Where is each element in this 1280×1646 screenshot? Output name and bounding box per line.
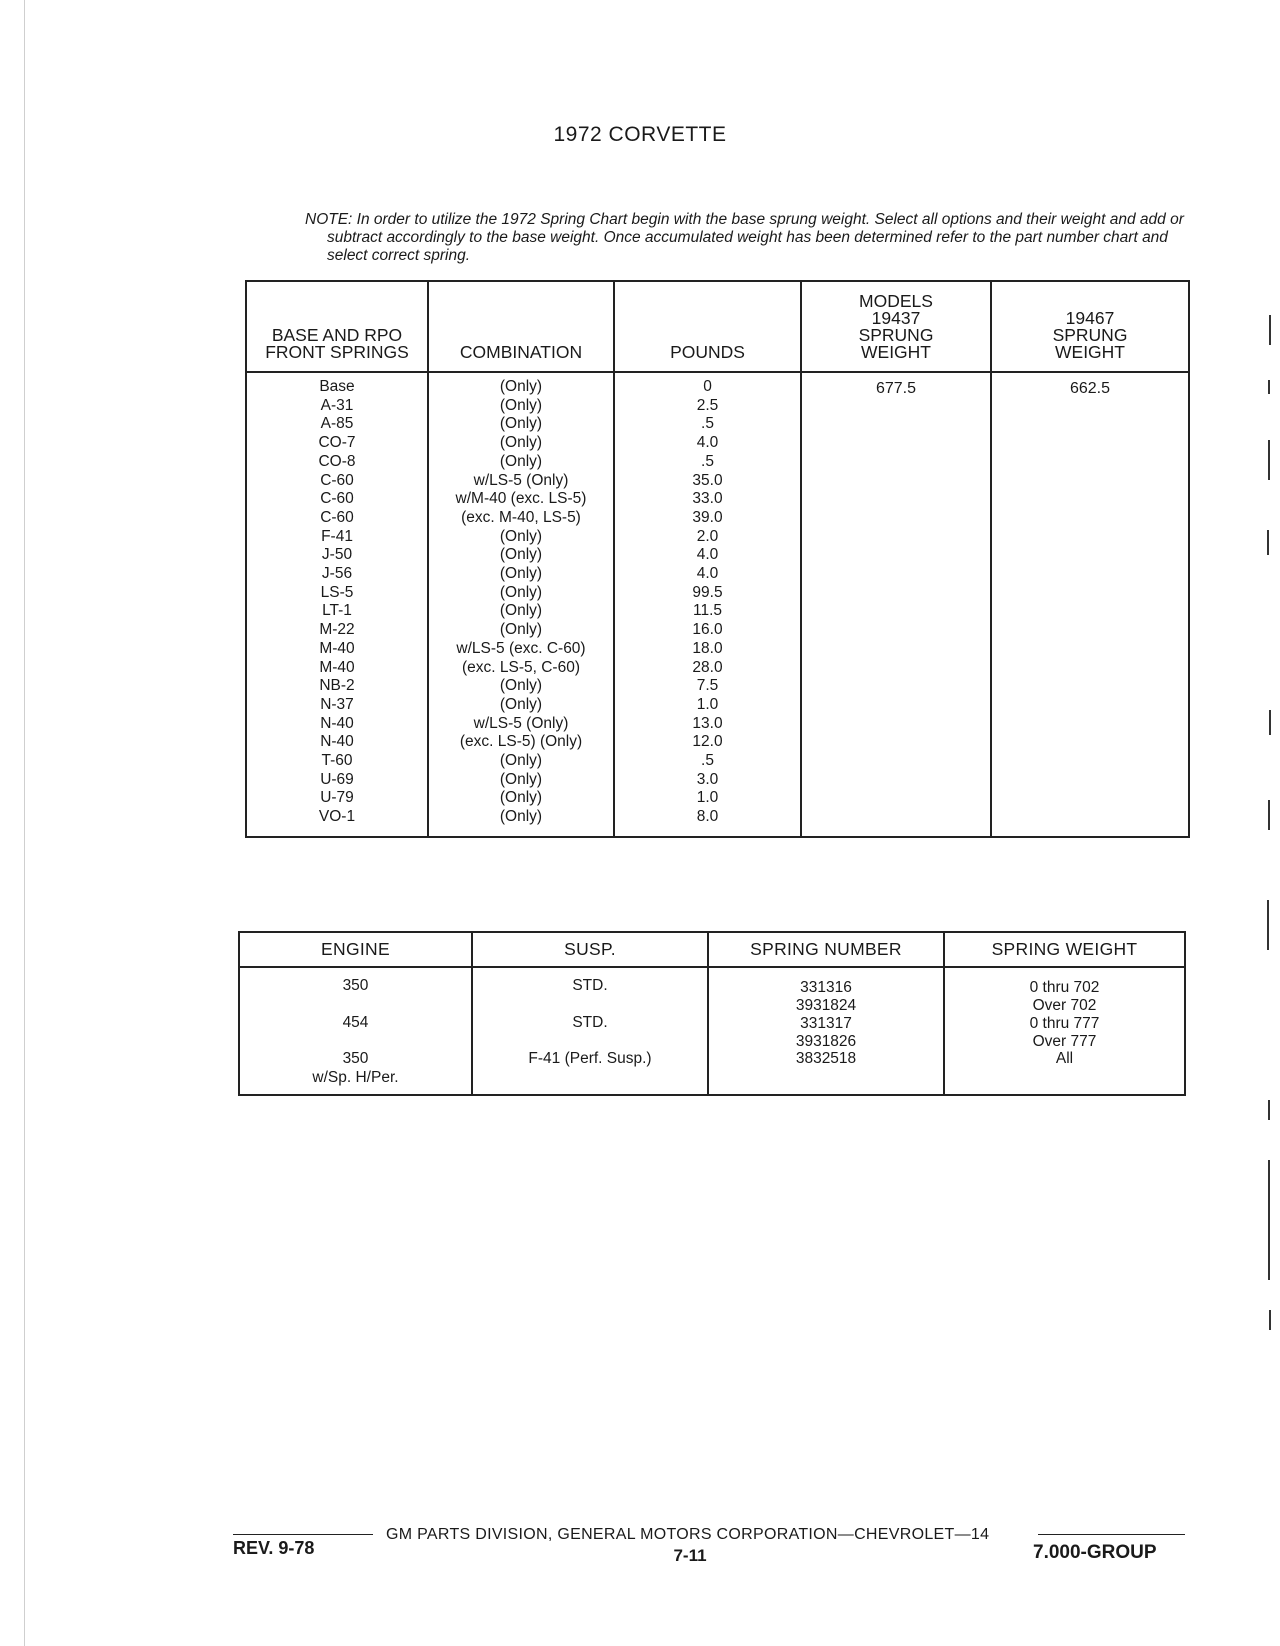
engine-cell: 454 xyxy=(342,1014,369,1031)
combination-cell: (Only) xyxy=(499,583,543,601)
page-title: 1972 CORVETTE xyxy=(553,123,727,146)
revision-date: REV. 9-78 xyxy=(233,1538,315,1558)
rpo-cell: J-56 xyxy=(321,565,353,583)
rpo-cell: CO-7 xyxy=(318,434,356,452)
rpo-cell: A-31 xyxy=(320,396,354,414)
model-19467-sprung-weight: 662.5 xyxy=(1069,380,1111,397)
combination-cell: (Only) xyxy=(499,565,543,583)
header-divider xyxy=(247,371,1188,373)
combination-cell: w/LS-5 (Only) xyxy=(473,471,569,489)
rpo-cell: LS-5 xyxy=(320,583,354,601)
footer-rule-right xyxy=(1038,1534,1185,1535)
scan-edge-mark xyxy=(1269,710,1271,735)
pounds-cell: 4.0 xyxy=(696,565,719,583)
combination-cell: (Only) xyxy=(499,695,543,713)
spring-weight-cell: 0 thru 777 xyxy=(1029,1015,1100,1032)
pounds-cell: 1.0 xyxy=(696,695,719,713)
spring-number-cell: 3931826 xyxy=(795,1033,857,1050)
pounds-cell: 18.0 xyxy=(692,639,723,657)
combination-cell: (Only) xyxy=(499,396,543,414)
header-rpo-line2: FRONT SPRINGS xyxy=(265,342,409,362)
combination-cell: (exc. LS-5) (Only) xyxy=(459,733,583,751)
pounds-cell: 11.5 xyxy=(692,602,723,620)
note-text: NOTE: In order to utilize the 1972 Spring Chart begin with the base sprung weight. Select all options and their weight and add or subtract accordingly to the base weight. Once accumulated weight has been determined refer to the part number chart and select correct spring. xyxy=(305,211,1184,264)
pounds-cell: 33.0 xyxy=(692,490,723,508)
model-19437-sprung-weight: 677.5 xyxy=(875,380,917,397)
rpo-cell: CO-8 xyxy=(318,452,356,470)
header-rpo xyxy=(247,282,427,371)
combination-cell: (exc. LS-5, C-60) xyxy=(461,658,580,676)
header-spring-number: SPRING NUMBER xyxy=(750,939,902,959)
scan-edge-mark xyxy=(1267,530,1269,555)
header-model2-line1: 19467 xyxy=(1065,308,1115,328)
header-engine: ENGINE xyxy=(321,939,390,959)
rpo-cell: U-79 xyxy=(320,789,354,807)
susp-cell: STD. xyxy=(572,977,608,994)
pounds-column xyxy=(615,378,800,827)
rpo-cell: LT-1 xyxy=(322,602,352,620)
rpo-cell: U-69 xyxy=(320,770,354,788)
combination-cell: (Only) xyxy=(499,677,543,695)
pounds-cell: 39.0 xyxy=(692,508,723,526)
header-model2-line2: SPRUNG xyxy=(1052,325,1128,345)
footer-rule-left xyxy=(233,1534,373,1535)
spring-part-number-table xyxy=(238,931,1186,1096)
rpo-cell: NB-2 xyxy=(319,677,355,695)
pounds-cell: 3.0 xyxy=(696,770,719,788)
rpo-cell: M-40 xyxy=(319,639,355,657)
group-number: 7.000-GROUP xyxy=(1033,1542,1157,1563)
page-margin-line xyxy=(24,0,25,1646)
header-divider xyxy=(240,966,1184,968)
scan-edge-mark xyxy=(1268,380,1270,394)
instruction-note xyxy=(305,211,1185,265)
susp-cell: STD. xyxy=(572,1014,608,1031)
combination-cell: w/M-40 (exc. LS-5) xyxy=(455,490,587,508)
header-model-19437 xyxy=(802,282,990,371)
scan-edge-mark xyxy=(1268,440,1270,480)
pounds-cell: 4.0 xyxy=(696,546,719,564)
header-model2-line3: WEIGHT xyxy=(1055,342,1125,362)
rpo-column xyxy=(247,378,427,827)
header-combination-label: COMBINATION xyxy=(459,342,583,362)
combination-cell: (Only) xyxy=(499,378,543,395)
header-susp: SUSP. xyxy=(564,939,616,959)
combination-cell: w/LS-5 (Only) xyxy=(473,714,569,732)
pounds-cell: 1.0 xyxy=(696,789,719,807)
combination-cell: (Only) xyxy=(499,434,543,452)
header-pounds-label: POUNDS xyxy=(670,342,745,362)
pounds-cell: 2.0 xyxy=(696,527,719,545)
rpo-cell: A-85 xyxy=(320,415,354,433)
scan-edge-mark xyxy=(1269,315,1271,345)
pounds-cell: 2.5 xyxy=(696,396,719,414)
spring-number-cell: 331317 xyxy=(800,1015,852,1032)
pounds-cell: 12.0 xyxy=(692,733,723,751)
pounds-cell: 28.0 xyxy=(692,658,723,676)
spring-weight-cell: 0 thru 702 xyxy=(1029,979,1100,996)
engine-cell: 350 xyxy=(342,977,369,994)
scan-edge-mark xyxy=(1268,1160,1270,1280)
susp-cell: F-41 (Perf. Susp.) xyxy=(528,1050,652,1067)
rpo-cell: F-41 xyxy=(321,527,353,545)
combination-cell: (Only) xyxy=(499,789,543,807)
rpo-cell: M-40 xyxy=(319,658,355,676)
rpo-cell: C-60 xyxy=(320,508,354,526)
combination-cell: (Only) xyxy=(499,546,543,564)
combination-cell: (Only) xyxy=(499,752,543,770)
spring-number-cell: 331316 xyxy=(800,979,852,996)
combination-cell: (exc. M-40, LS-5) xyxy=(461,508,581,526)
pounds-cell: 13.0 xyxy=(692,714,723,732)
rpo-cell: N-37 xyxy=(320,695,354,713)
publisher-line: GM PARTS DIVISION, GENERAL MOTORS CORPORATION—CHEVROLET—14 xyxy=(386,1526,990,1543)
rpo-cell: C-60 xyxy=(320,471,354,489)
spring-weight-cell: All xyxy=(1055,1050,1074,1067)
header-spring-weight: SPRING WEIGHT xyxy=(991,939,1138,959)
combination-cell: w/LS-5 (exc. C-60) xyxy=(456,639,586,657)
scan-edge-mark xyxy=(1268,1100,1270,1120)
combination-column xyxy=(429,378,613,827)
combination-cell: (Only) xyxy=(499,452,543,470)
combination-cell: (Only) xyxy=(499,415,543,433)
spring-number-cell: 3931824 xyxy=(795,997,857,1014)
header-model1-line2: 19437 xyxy=(871,308,921,328)
pounds-cell: 7.5 xyxy=(696,677,719,695)
pounds-cell: 4.0 xyxy=(696,434,719,452)
header-combination xyxy=(429,282,613,371)
rpo-cell: J-50 xyxy=(321,546,353,564)
combination-cell: (Only) xyxy=(499,527,543,545)
rpo-cell: T-60 xyxy=(321,752,353,770)
scan-edge-mark xyxy=(1268,800,1270,830)
spring-weight-cell: Over 777 xyxy=(1032,1033,1097,1050)
pounds-cell: 0 xyxy=(703,378,712,395)
rpo-cell: N-40 xyxy=(320,733,354,751)
scan-edge-mark xyxy=(1267,900,1269,950)
combination-cell: (Only) xyxy=(499,602,543,620)
page-number: 7-11 xyxy=(673,1546,707,1565)
spring-number-cell: 3832518 xyxy=(795,1050,857,1067)
header-pounds xyxy=(615,282,800,371)
rpo-cell: M-22 xyxy=(319,621,355,639)
pounds-cell: 8.0 xyxy=(696,808,719,826)
engine-cell: 350 xyxy=(342,1050,369,1067)
spring-weight-table xyxy=(245,280,1190,838)
pounds-cell: 16.0 xyxy=(692,621,723,639)
rpo-cell: Base xyxy=(319,378,355,395)
rpo-cell: N-40 xyxy=(320,714,354,732)
header-model1-line4: WEIGHT xyxy=(861,342,931,362)
header-rpo-line1: BASE AND RPO xyxy=(271,325,403,345)
combination-cell: (Only) xyxy=(499,808,543,826)
header-model1-line3: SPRUNG xyxy=(858,325,934,345)
combination-cell: (Only) xyxy=(499,621,543,639)
header-model1-line1: MODELS xyxy=(859,291,933,311)
rpo-cell: VO-1 xyxy=(318,808,356,826)
pounds-cell: 35.0 xyxy=(692,471,723,489)
header-model-19467 xyxy=(992,282,1188,371)
pounds-cell: 99.5 xyxy=(692,583,723,601)
spring-weight-cell: Over 702 xyxy=(1032,997,1097,1014)
rpo-cell: C-60 xyxy=(320,490,354,508)
pounds-cell: .5 xyxy=(701,452,714,470)
scan-edge-mark xyxy=(1269,1310,1271,1330)
pounds-cell: .5 xyxy=(701,752,714,770)
engine-cell: w/Sp. H/Per. xyxy=(312,1069,399,1086)
pounds-cell: .5 xyxy=(701,415,714,433)
combination-cell: (Only) xyxy=(499,770,543,788)
